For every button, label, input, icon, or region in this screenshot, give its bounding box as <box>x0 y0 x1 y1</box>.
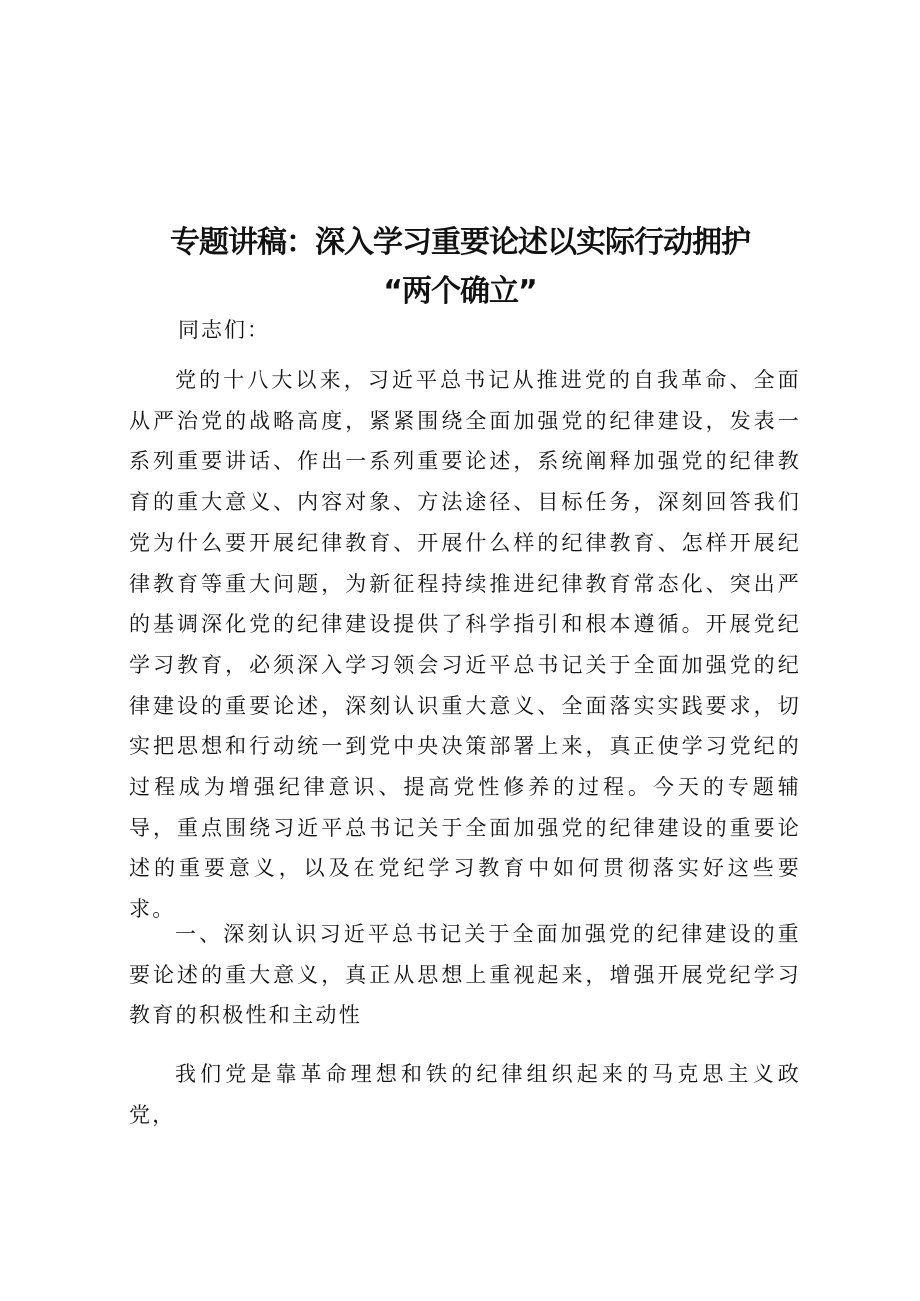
body-paragraph-intro: 党的十八大以来，习近平总书记从推进党的自我革命、全面从严治党的战略高度，紧紧围绕全面加强党的纪律建设，发表一系列重要讲话、作出一系列重要论述，系统阐释加强党的纪律教育的重大意义、内容对象、方法途径、目标任务，深刻回答我们党为什么要开展纪律教育、开展什么样的纪律教育、怎样开展纪律教育等重大问题，为新征程持续推进纪律教育常态化、突出严的基调深化党的纪律建设提供了科学指引和根本遵循。开展党纪学习教育，必须深入学习领会习近平总书记关于全面加强党的纪律建设的重要论述，深刻认识重大意义、全面落实实践要求，切实把思想和行动统一到党中央决策部署上来，真正使学习党纪的过程成为增强纪律意识、提高党性修养的过程。今天的专题辅导，重点围绕习近平总书记关于全面加强党的纪律建设的重要论述的重要意义，以及在党纪学习教育中如何贯彻落实好这些要求。 <box>129 368 801 922</box>
title-line-1: 专题讲稿：深入学习重要论述以实际行动拥护 <box>170 225 750 260</box>
title-line-2: “两个确立” <box>383 274 537 309</box>
section-heading-1: 一、深刻认识习近平总书记关于全面加强党的纪律建设的重要论述的重大意义，真正从思想上重视起来，增强开展党纪学习教育的积极性和主动性 <box>129 922 801 1028</box>
greeting: 同志们： <box>178 318 270 342</box>
document-title <box>110 218 810 316</box>
body-paragraph-section-1: 我们党是靠革命理想和铁的纪律组织起来的马克思主义政党， <box>129 1062 801 1127</box>
